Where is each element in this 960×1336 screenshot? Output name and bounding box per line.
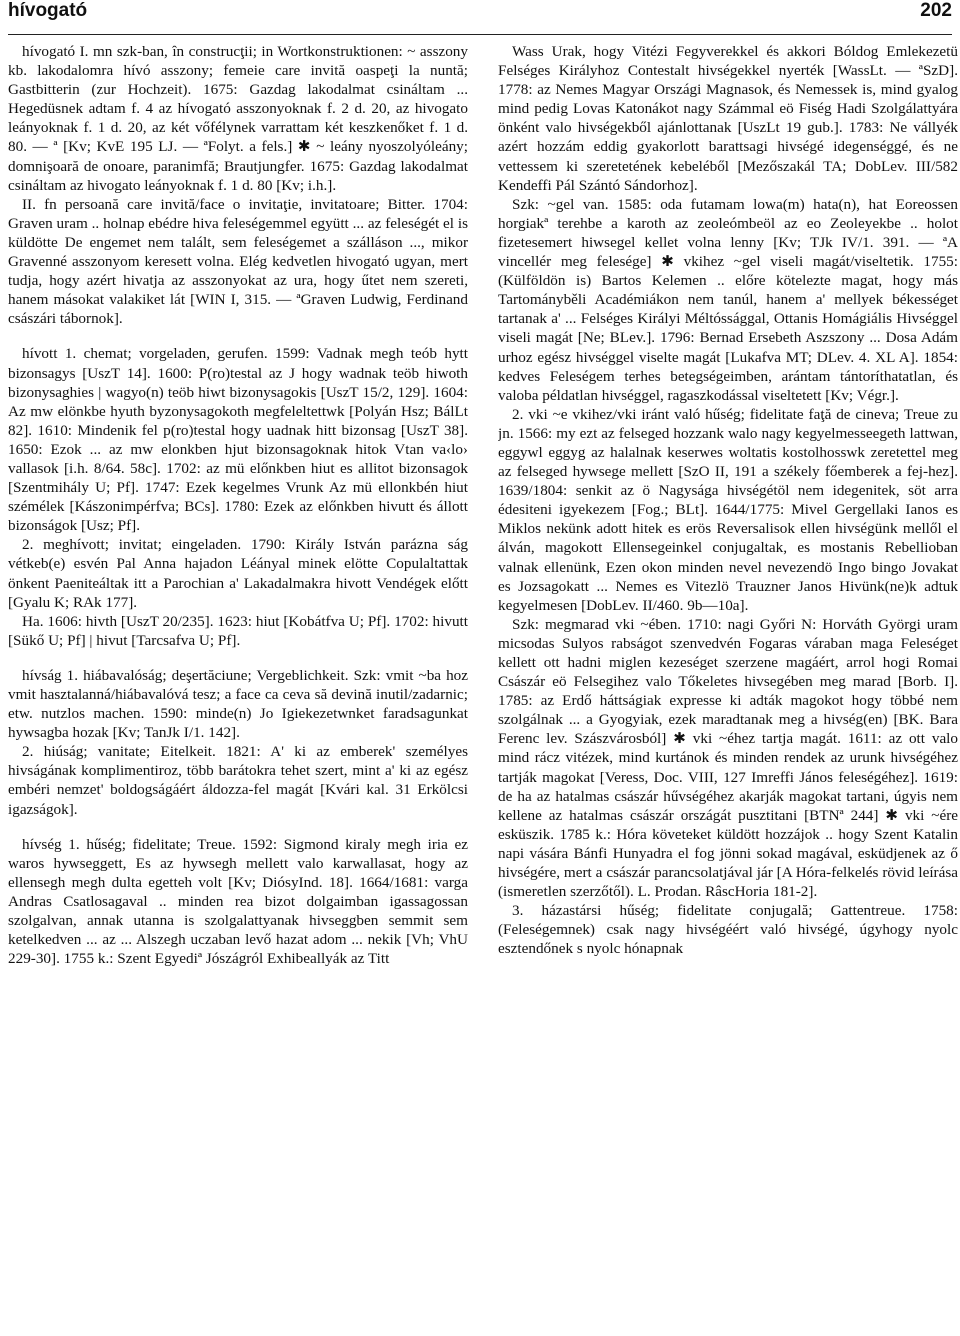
page-number: 202 xyxy=(920,0,952,21)
entry-hivseg-sense-2: 2. vki ~e vkihez/vki iránt való hűség; fidelitate faţă de cineva; Treue zu jn. 1566: my ezt az felseged hozzank walo nagy kegyelmesseegeth lattwan, eggywl eggyg az halalnak keserwes woltatis kostolhosswk zeretettel meg az felseged hywsege mellett [SzO II, 191 a székely főemberek a fej-hez]. 1639/1804: senkit az ö Nagysága hivségétöl nem idegenitek, söt arra édesiteni igyekezem [Fog.; BLt]. 1644/1775: Mivel Gergellaki Ianos es Miklos nekünk adott hitek es erös Reversalisok ellen hivségünk mellől el álván, magokott Ellensegeinkel conjugaltak, es mostanis Rebellioban valnak ellenünk, Ezen okon minden nevel nevezendö Ingo bingo Jovakat es Jozsagokatt ... Nemes es Vitezlö Trauzner Janos Hivünk(ne)k adtuk kegyelmesen [DobLev. II/460. 9b—10a]. xyxy=(498,405,958,614)
entry-hivott-sense-2: 2. meghívott; invitat; eingeladen. 1790: Király István parázna ság vétkeb(e) esvén Pal Anna hajadon Léányal minek elötte Copulaltattak önkent Paeniteáltak itt a Parochian a' Lakadalmakra hivott Vendégek előtt [Gyalu K; RAk 177]. xyxy=(8,536,468,611)
entry-hivogato-sense-2: II. fn persoană care invită/face o invitaţie, invitatoare; Bitter. 1704: Graven uram .. holnap ebédre hiva feleségemmel együtt ... az feleségét el is küldötte De engemet nem talált, sem feleségemet a szálláson ..., mikor Gravenné asszonyom keresett volna. Elég kedvetlen hivogató ugyan, mert tudja, hogy azért hivatja az asszonyokat az ura, hogy űtet nem szereti, hanem másokat valakiket lát [WIN I, 315. — ªGraven Ludwig, Ferdinand császári tábornok]. xyxy=(8,195,468,328)
running-headword: hívogató xyxy=(8,0,88,21)
entry-hivseg-szk: Szk: ~gel van. 1585: oda futamam lowa(m) hata(n), hat Eoreossen horgiakª terehbe a karoth az zeoleómbeöl az eo Zeoleyekbe .. holot fizetesemert hiwsegel kellet volna lenny [Kv; TJk IV/1. 391. — ªA vincellér meg felesége] ✱ vkihez ~gel viseli magát/viseltetik. 1755: (Külföldön is) Bartos Kelemen .. előre kötelezte magat, hogy más Tartományběli Académiákon nem tanúl, hanem a' mellyek békességet tartanak a' ... Felséges Királyi Méltóssággal, Ottanis Homágiális Hivséggel viseli magát [Ne; BLev.]. 1796: Bernad Ersebeth Aszszony ... Dosa Adám urhoz egész hivséggel viselte magát [Lukafva MT; DLev. 4. XL A]. 1854: kedves Feleségem terhes betegségeimben, arántam tántoríthatatlan, és valoba példatlan hivséggel, ragaszkodással viseltetett [Kv; Végr.]. xyxy=(498,195,958,404)
entry-hivseg-sense-3: 3. házastársi hűség; fidelitate conjugală; Gattentreue. 1758: (Feleségemnek) csak nagy hivségéért való hivségé, úgyhogy nyolc esztendőnek s nyolc hónapnak xyxy=(498,902,958,958)
left-column xyxy=(8,42,468,1332)
entry-hivseg: hívség 1. hűség; fidelitate; Treue. 1592: Sigmond kiraly megh iria ez waros hywseggett, Es az hywsegh mellett valo karwallasat, hogy az ellensegh megh dulta egetteh volt [Kv; DiósyInd. 18]. 1664/1681: varga Andras Csatlosagaval .. minden rea bizot dolgaimban igassagossan szolgalvan, annak utanna is szolgalattyanak hivseggben semmit sem ketelkedven ... az ... Alszegh uczaban levő hazat adom ... nekik [Vh; VhU 229-30]. 1755 k.: Szent Egyediª Jószágról Exhibeallyák az Titt xyxy=(8,835,468,968)
entry-hivott-variants: Ha. 1606: hivth [UszT 20/235]. 1623: hiut [Kobátfva U; Pf]. 1702: hivutt [Sükő U; Pf] | hivut [Tarcsafva U; Pf]. xyxy=(8,612,468,649)
page-header xyxy=(8,0,952,34)
entry-hivsag-sense-2: 2. hiúság; vanitate; Eitelkeit. 1821: A' ki az emberek' személyes hivságának komplimentiroz, több barátokra tehet szert, mint a' ki az egész embéri nemzet' boldogságáért áldozza-fel magát [Kvári kal. 31 Erkölcsi igazságok]. xyxy=(8,743,468,818)
header-rule xyxy=(8,34,952,35)
entry-hivseg-continued: Wass Urak, hogy Vitézi Fegyverekkel és akkori Bóldog Emlekezetü Felséges Királyhoz Contestalt hivségekkel nyerték [WassLt. — ªSzD]. 1778: az Nemes Magyar Országi Magnasok, és Nemessek is, mind gyalog mind pedig Lovas Katonákot nagy Számmal eö Fiség Hadi Szolgálattyára önként valo hivségekből ajánlottanak [UszLt 19 gub.]. 1783: Ne vállyék azért hozzám eddig gyakorlott barattsagi hivségé idegenséggé, és ne vettessem ki szeretetének kebeléből [Mezőszakál TA; DobLev. III/582 Kendeffi Pál Szántó Sándorhoz]. xyxy=(498,43,958,194)
entry-hivogato: hívogató I. mn szk-ban, în construcţii; in Wortkonstruktionen: ~ asszony kb. lakodalomra hívó asszony; femeie care invită oaspeţi la nuntă; Gastbitterin (zur Hochzeit). 1675: Gazdag lakodalmat csináltam ... Hegedüsnek adtam f. 4 az hívogató asszonyoknak f. 2 d. 20, az hivogato leányoknak f. 1 d. 20, az két vőfélynek varrattam két keszkenőket f. 1 d. 80. — ª [Kv; KvE 195 LJ. — ªFolyt. a fels.] ✱ ~ leány nyoszolyóleány; domnişoară de onoare, paranimfă; Brautjungfer. 1675: Gazdag lakodalmat csináltam az hivogato leányoknak f. 1 d. 80 [Kv; i.h.]. xyxy=(8,43,468,194)
entry-hivseg-szk-2: Szk: megmarad vki ~ében. 1710: nagi Győri N: Horváth Györgi uram micsodas Sulyos rabságot szenvedvén Fogaras váraban maga Feleséget kellett ott hadni miglen kezeséget szerzene magáért, arrol hogi Romai Császár eö Felsegihez valo Tőkeletes hivsegében meg marad [Borb. I]. 1785: az Erdő háttságiak expresse ki adták magokot hogy többé nem szolgálnak ... a Gyogyiak, ezek maradtanak meg a hivség(en) [BK. Bara Ferenc lev. Szászvárosból] ✱ vki ~éhez tartja magát. 1611: az ott valo mind rácz vitézek, mind kurtánok és minden rendek az urunk hivségéhez tartják magokat [Veress, Doc. VIII, 127 Imreffi János feleségéhez]. 1619: de ha az hatalmas császár hűvségéhez akarják magokat tartani, úgyis nem kellene az hatalmas császár országát pusztitani [BTNª 244] ✱ vki ~ére esküszik. 1785 k.: Hóra követeket küldött hozzájok .. hogy Szent Katalin napi vására Bánfi Hunyadra el fog jönni sokad magával, esküdjenek az ő hivségére, mert a császár parancsolatjával jár [A Hóra-felkelés rövid leírása (ismeretlen szerzőtől). L. Prodan. RâscHoria 181-2]. xyxy=(498,615,958,901)
entry-hivsag: hívság 1. hiábavalóság; deşertăciune; Vergeblichkeit. Szk: vmit ~ba hoz vmit hasztalanná/hiábavalóvá tesz; a face ca ceva să devină inutil/zadarnic; etw. nutzlos machen. 1590: minde(n) Jo Igiekezetwnket faradsagunkat hywsagba hozak [Kv; TanJk I/1. 142]. xyxy=(8,666,468,742)
entry-hivott: hívott 1. chemat; vorgeladen, gerufen. 1599: Vadnak megh teób hytt bizonsagys [UszT 14]. 1600: P(ro)testal az J hogy wadnak teöb hiwoth bizonysaghies | wagyo(n) teöb hiwt bizonysagokis [UszT 15/2, 129]. 1604: Az mw elönkbe hyuth byzonysagokoth megfeleltettwk [Polyán Hsz; BálLt 82]. 1610: Mindenik fel p(ro)testal hogy uadnak hitt bizonsag [UszT 38]. 1650: Ezok ... az mw elonkben hjut bizonsagoknak hitok Vtan va‹lo› vallasok [i.h. 8/64. 58c]. 1702: az mü előnkben hiut es allitot bizonsagok [Szentmihály U; Pf]. 1747: Ezek kegelmes Vrunk Az mü ellonkbén hiut szémélek [Kászonimpérfva; BCs]. 1780: Ezek az előnkben hivutt és állott bizonságok [Usz; Pf]. xyxy=(8,345,468,535)
right-column xyxy=(498,42,958,1332)
